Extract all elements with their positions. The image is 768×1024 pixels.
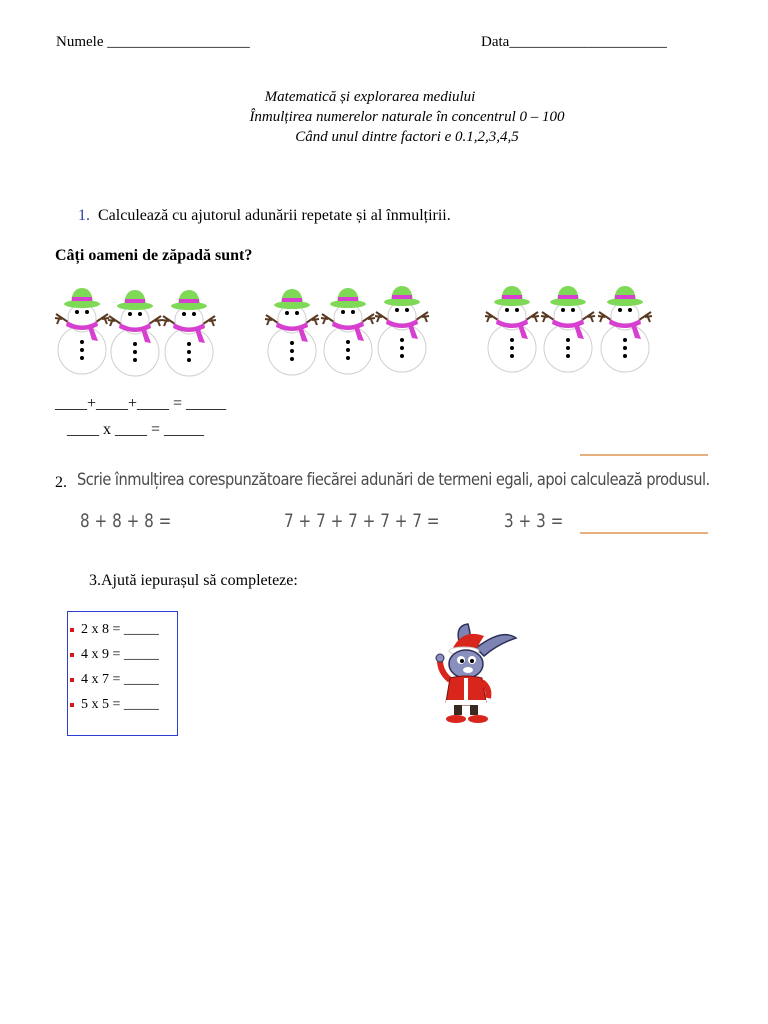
name-field-label: Numele ___________________	[56, 34, 250, 50]
snowmen-question: Câți oameni de zăpadă sunt?	[55, 247, 253, 264]
bullet-icon	[70, 628, 74, 632]
date-field-label: Data_____________________	[481, 34, 667, 50]
task-1-text: Calculează cu ajutorul adunării repetate și al înmulțirii.	[98, 207, 451, 224]
exercise-text: 2 x 8 = _____	[81, 622, 159, 637]
snowman-image	[107, 286, 163, 378]
exercise-text: 4 x 9 = _____	[81, 647, 159, 662]
exercise-item	[68, 667, 177, 692]
snowman-image	[484, 282, 540, 374]
task-2-instruction: Scrie înmulțirea corespunzătoare fiecărei adunări de termeni egali, apoi calculează produsul.	[77, 470, 710, 490]
snowman-image	[597, 282, 653, 374]
decorative-rule	[580, 454, 708, 456]
exercise-text: 4 x 7 = _____	[81, 672, 159, 687]
exercise-item	[68, 692, 177, 717]
task-2-equation-2: 7 + 7 + 7 + 7 + 7 =	[284, 510, 440, 532]
snowman-image	[320, 284, 376, 376]
snowman-image	[161, 286, 217, 378]
exercise-item	[68, 617, 177, 642]
task-2-number: 2.	[55, 474, 67, 491]
lesson-title: Înmulțirea numerelor naturale în concentrul 0 – 100	[249, 109, 565, 125]
snowman-image	[264, 285, 320, 377]
snowman-image	[540, 282, 596, 374]
subject-title: Matematică și explorarea mediului	[264, 89, 476, 105]
multiplication-answer-line: ____ x ____ = _____	[67, 421, 205, 438]
bullet-icon	[70, 653, 74, 657]
bunny-illustration	[432, 620, 520, 726]
bullet-icon	[70, 678, 74, 682]
snowman-image	[374, 282, 430, 374]
task-1-number: 1.	[78, 207, 90, 224]
task-2-equation-3: 3 + 3 =	[504, 510, 564, 532]
exercise-box	[67, 611, 178, 736]
exercise-item	[68, 642, 177, 667]
task-1-instruction	[78, 207, 451, 225]
lesson-subtitle: Când unul dintre factori e 0.1,2,3,4,5	[295, 129, 519, 145]
decorative-rule	[580, 532, 708, 534]
snowman-image	[54, 284, 110, 376]
task-3-instruction: 3.Ajută iepurașul să completeze:	[89, 572, 298, 589]
task-2-equation-1: 8 + 8 + 8 =	[80, 510, 172, 532]
bullet-icon	[70, 703, 74, 707]
addition-answer-line: ____+____+____ = _____	[55, 395, 227, 412]
exercise-text: 5 x 5 = _____	[81, 697, 159, 712]
